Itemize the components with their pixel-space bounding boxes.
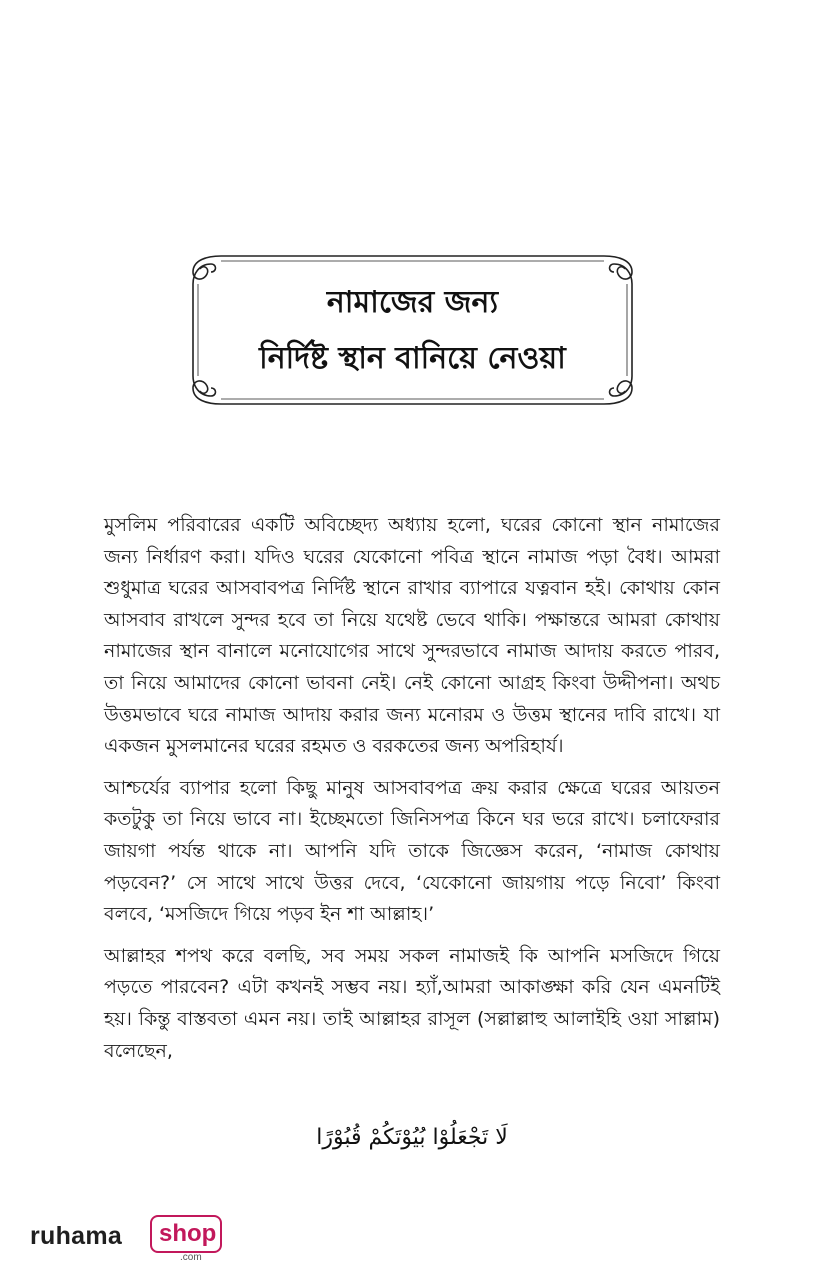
ornamental-border	[187, 250, 638, 410]
paragraph-2: আশ্চর্যের ব্যাপার হলো কিছু মানুষ আসবাবপত্র ক্রয় করার ক্ষেত্রে ঘরের আয়তন কতটুকু তা নিয়ে ভাবে না। ইচ্ছেমতো জিনিসপত্র কিনে ঘর ভরে রাখে। চলাফেরার জায়গা পর্যন্ত থাকে না। আপনি যদি তাকে জিজ্ঞেস করেন, ‘নামাজ কোথায় পড়বেন?’ সে সাথে সাথে উত্তর দেবে, ‘যেকোনো জায়গায় পড়ে নিবো’ কিংবা বলবে, ‘মসজিদে গিয়ে পড়ব ইন শা আল্লাহ।’	[104, 776, 720, 926]
logo-shop-badge	[150, 1215, 222, 1253]
ruhamashop-logo	[30, 1212, 230, 1262]
title-frame	[187, 250, 638, 410]
body-text	[104, 510, 720, 1077]
title-line-2: নির্দিষ্ট স্থান বানিয়ে নেওয়া	[259, 341, 566, 376]
logo-name: ruhama	[30, 1222, 123, 1250]
paragraph-3: আল্লাহর শপথ করে বলছি, সব সময় সকল নামাজই কি আপনি মসজিদে গিয়ে পড়তে পারবেন? এটা কখনই সম্ভব নয়। হ্যাঁ,আমরা আকাঙ্ক্ষা করি যেন এমনটিই হয়। কিন্তু বাস্তবতা এমন নয়। তাই আল্লাহর রাসূল (সল্লাল্লাহু আলাইহি ওয়া সাল্লাম) বলেছেন,	[104, 944, 720, 1062]
logo-domain: .com	[180, 1252, 202, 1263]
arabic-quote: لَا تَجْعَلُوْا بُيُوْتَكُمْ قُبُوْرًا	[316, 1125, 508, 1150]
title-line-1: নামাজের জন্য	[326, 285, 499, 320]
paragraph-1: মুসলিম পরিবারের একটি অবিচ্ছেদ্য অধ্যায় হলো, ঘরের কোনো স্থান নামাজের জন্য নির্ধারণ করা। যদিও ঘরের যেকোনো পবিত্র স্থানে নামাজ পড়া বৈধ। আমরা শুধুমাত্র ঘরের আসবাবপত্র নির্দিষ্ট স্থানে রাখার ব্যাপারে যত্নবান হই। কোথায় কোন আসবাব রাখলে সুন্দর হবে তা নিয়ে যথেষ্ট ভেবে থাকি। পক্ষান্তরে আমরা কোথায় নামাজের স্থান বানালে মনোযোগের সাথে সুন্দরভাবে নামাজ আদায় করতে পারব, তা নিয়ে আমাদের কোনো ভাবনা নেই। নেই কোনো আগ্রহ কিংবা উদ্দীপনা। অথচ উত্তমভাবে ঘরে নামাজ আদায় করার জন্য মনোরম ও উত্তম স্থানের দাবি রাখে। যা একজন মুসলমানের ঘরের রহমত ও বরকতের জন্য অপরিহার্য।	[104, 514, 720, 758]
logo-shop-text: shop	[159, 1220, 217, 1247]
